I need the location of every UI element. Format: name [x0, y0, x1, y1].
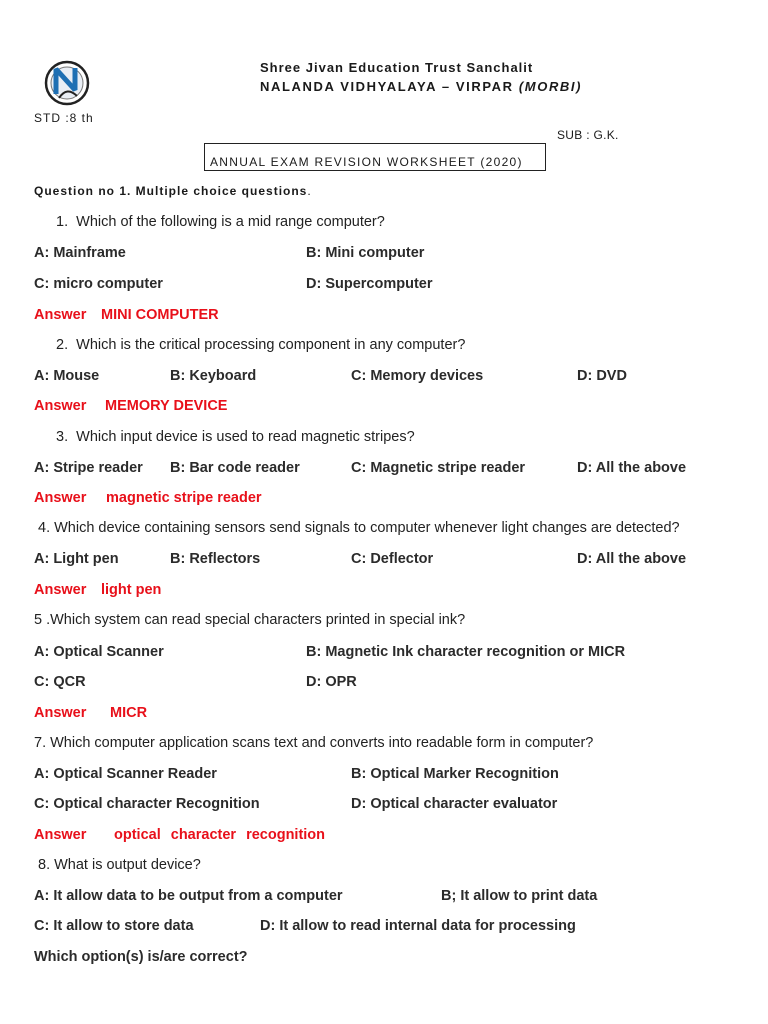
option: A: Optical Scanner Reader — [34, 766, 217, 782]
option: C: Optical character Recognition — [34, 796, 260, 812]
section-heading-text: Question no 1. Multiple choice questions — [34, 184, 308, 198]
worksheet-title: ANNUAL EXAM REVISION WORKSHEET (2020) — [204, 143, 546, 171]
subject-label: SUB : G.K. — [557, 128, 619, 142]
option: A: Optical Scanner — [34, 644, 164, 660]
followup-question: Which option(s) is/are correct? — [34, 949, 248, 965]
question-text: 2. Which is the critical processing component in any computer? — [56, 337, 466, 353]
option: C: It allow to store data — [34, 918, 194, 934]
question-text: 8. What is output device? — [38, 857, 201, 873]
question-text: 1. Which of the following is a mid range computer? — [56, 214, 385, 230]
answer-label: Answer — [34, 398, 87, 414]
question-text: 4. Which device containing sensors send signals to computer whenever light changes are detected? — [38, 520, 680, 536]
option: B: Magnetic Ink character recognition or MICR — [306, 644, 626, 660]
section-heading — [34, 184, 312, 198]
answer-value: MICR — [110, 705, 148, 721]
option: D: OPR — [306, 674, 357, 690]
option: A: Mouse — [34, 368, 100, 384]
option: A: Mainframe — [34, 245, 126, 261]
answer-value: MINI COMPUTER — [101, 307, 219, 323]
option: B; It allow to print data — [441, 888, 598, 904]
option: B: Mini computer — [306, 245, 425, 261]
answer-value: magnetic stripe reader — [106, 490, 262, 506]
option: B: Keyboard — [170, 368, 257, 384]
option: C: Deflector — [351, 551, 434, 567]
answer-label: Answer — [34, 490, 87, 506]
answer-label: Answer — [34, 827, 87, 843]
standard-label: STD :8 th — [34, 111, 94, 125]
option: B: Reflectors — [170, 551, 261, 567]
answer-label: Answer — [34, 307, 87, 323]
question-text: 5 .Which system can read special characters printed in special ink? — [34, 612, 466, 628]
option: D: It allow to read internal data for processing — [260, 918, 576, 934]
trust-name: Shree Jivan Education Trust Sanchalit — [260, 60, 534, 75]
answer-label: Answer — [34, 705, 87, 721]
section-heading-dot: . — [307, 184, 312, 198]
option: A: It allow data to be output from a computer — [34, 888, 343, 904]
option: D: DVD — [577, 368, 627, 384]
school-name — [260, 79, 582, 94]
school-name-text: NALANDA VIDHYALAYA – VIRPAR — [260, 79, 514, 94]
option: D: All the above — [577, 460, 687, 476]
answer-value: MEMORY DEVICE — [105, 398, 228, 414]
school-logo — [44, 60, 90, 106]
option: B: Optical Marker Recognition — [351, 766, 559, 782]
answer-value: optical character recognition — [114, 827, 326, 843]
option: A: Light pen — [34, 551, 119, 567]
option: D: Optical character evaluator — [351, 796, 558, 812]
question-text: 7. Which computer application scans text and converts into readable form in computer? — [34, 735, 594, 751]
option: C: Memory devices — [351, 368, 484, 384]
school-place: (MORBI) — [518, 79, 583, 94]
question-text: 3. Which input device is used to read magnetic stripes? — [56, 429, 415, 445]
option: D: Supercomputer — [306, 276, 433, 292]
option: A: Stripe reader — [34, 460, 143, 476]
option: C: QCR — [34, 674, 86, 690]
option: C: micro computer — [34, 276, 163, 292]
option: B: Bar code reader — [170, 460, 300, 476]
answer-label: Answer — [34, 582, 87, 598]
option: D: All the above — [577, 551, 687, 567]
answer-value: light pen — [101, 582, 162, 598]
option: C: Magnetic stripe reader — [351, 460, 526, 476]
